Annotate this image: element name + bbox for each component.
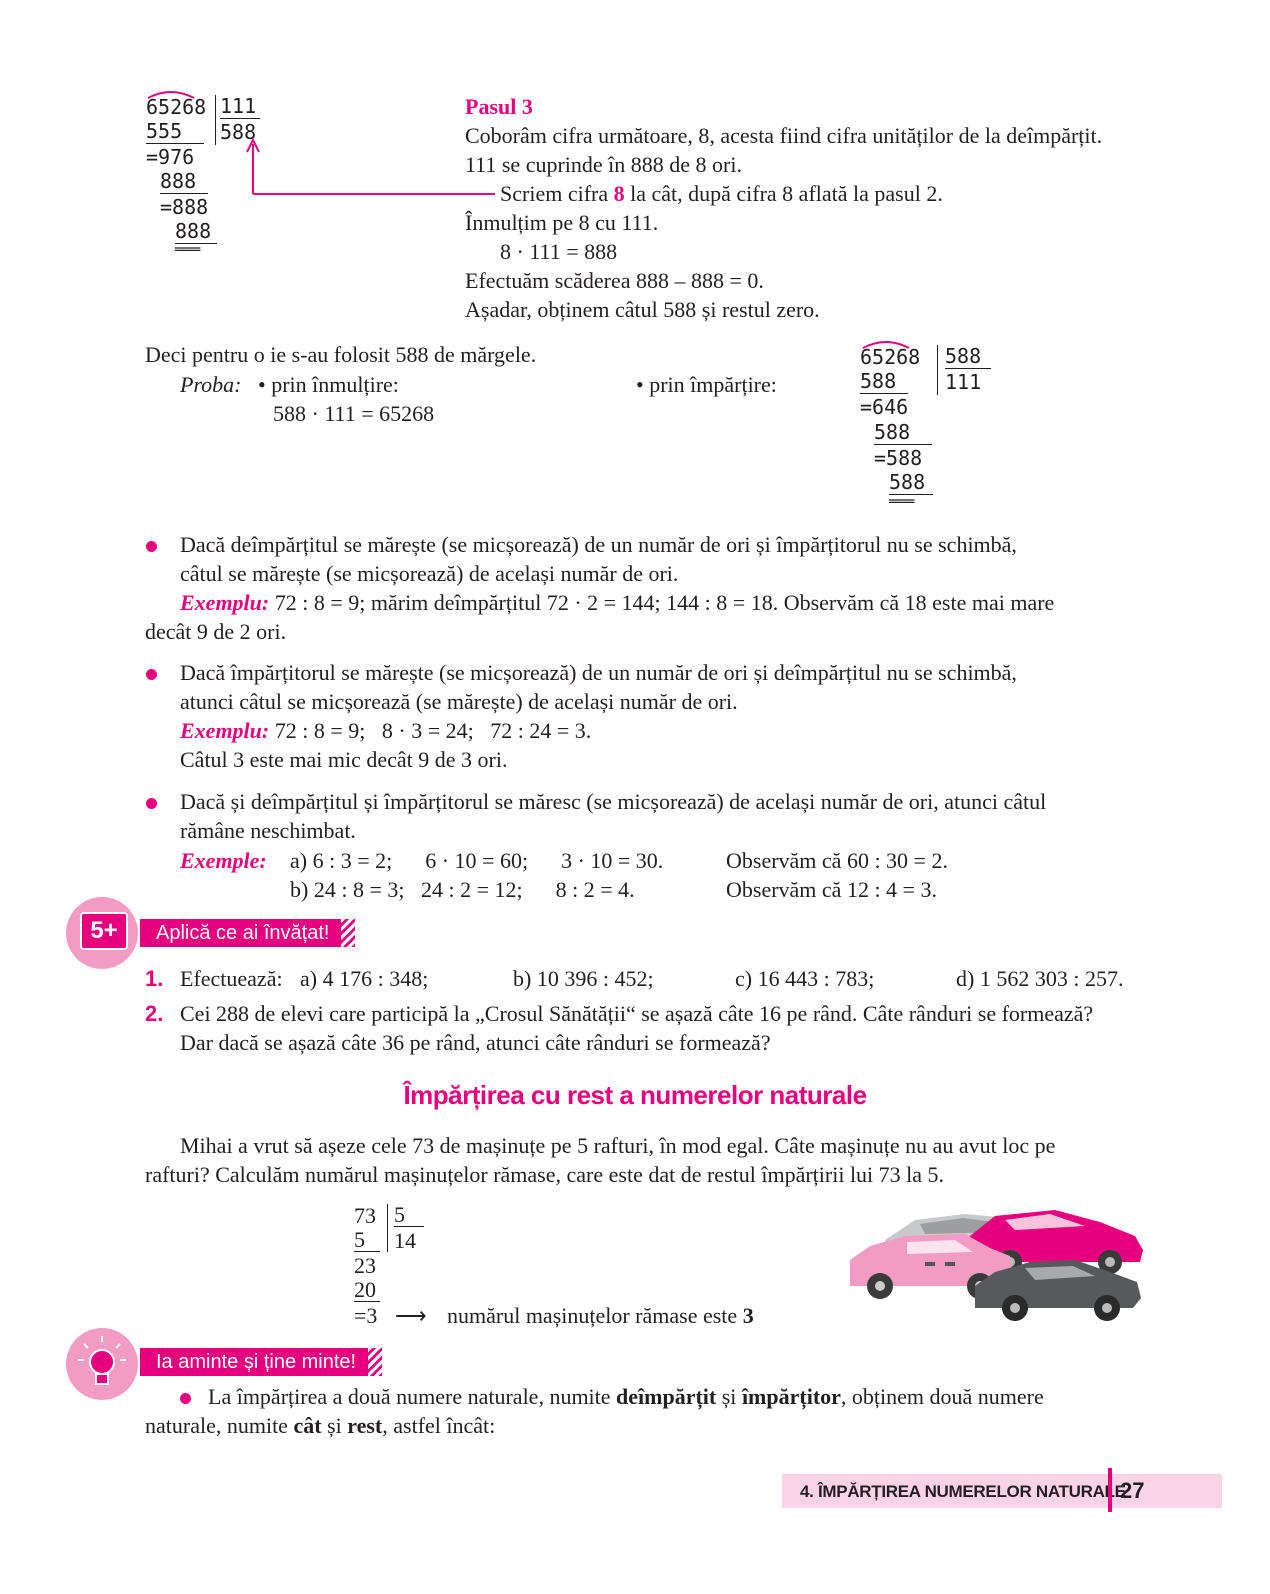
bullet	[146, 798, 157, 809]
proof-div-label: • prin împărțire:	[636, 372, 777, 397]
exercise-1-number: 1.	[145, 966, 164, 991]
subtrahend-2: 20	[354, 1278, 380, 1302]
subtrahend-1: 5	[354, 1228, 380, 1252]
divisor: 111	[220, 95, 260, 119]
subtrahend-3: 588	[889, 471, 933, 495]
intro-text: Mihai a vrut să așeze cele 73 de mașinuțe pe 5 rafturi, în mod egal. Câte mașinuțe nu au avut loc pe	[180, 1133, 1056, 1158]
bullet	[180, 1393, 191, 1404]
rule-example-label: Exemple:	[180, 848, 267, 873]
remainder-1: =646	[860, 395, 909, 419]
apply-banner: Aplică ce ai învățat!	[140, 919, 355, 947]
remember-text: La împărțirea a două numere naturale, numite deîmpărțit și împărțitor, obținem două numere	[208, 1384, 1044, 1409]
rule-text: câtul se mărește (se micșorează) de același număr de ori.	[180, 561, 679, 586]
dividend: 65268	[860, 345, 921, 369]
step-line: Coborâm cifra următoare, 8, acesta fiind cifra unităților de la deîmpărțit.	[465, 123, 1103, 148]
page-number: 27	[1120, 1478, 1145, 1503]
subtrahend-1: 588	[860, 370, 908, 394]
division-bar	[387, 1204, 388, 1252]
subtrahend-2: 588	[874, 421, 932, 445]
rule-example-a-obs: Observăm că 60 : 30 = 2.	[726, 848, 948, 873]
rule-text: Câtul 3 este mai mic decât 9 de 3 ori.	[180, 747, 508, 772]
proof-mult-label: • prin înmulțire:	[258, 372, 399, 397]
remainder-2: =588	[874, 446, 923, 470]
subtrahend-3: 888	[175, 220, 217, 244]
remember-text: naturale, numite cât și rest, astfel încât:	[145, 1413, 496, 1438]
subtrahend-2: 888	[160, 170, 208, 194]
exercise-1-d: d) 1 562 303 : 257.	[956, 966, 1124, 991]
rule-example-b: b) 24 : 8 = 3; 24 : 2 = 12; 8 : 2 = 4.	[290, 877, 635, 902]
exercise-2-text: Dar dacă se așază câte 36 pe rând, atunci câte rânduri se formează?	[180, 1030, 771, 1055]
quotient: 14	[394, 1228, 416, 1253]
step-line: 111 se cuprinde în 888 de 8 ori.	[465, 152, 742, 177]
remainder-1: =976	[146, 145, 195, 169]
end-mark: ═══	[889, 494, 915, 510]
apply-badge-icon: 5+	[80, 912, 128, 950]
proof-label: Proba:	[180, 372, 242, 397]
divisor: 5	[394, 1203, 424, 1227]
remember-banner: Ia aminte și ține minte!	[140, 1348, 382, 1376]
proof-mult-eq: 588 · 111 = 65268	[273, 401, 435, 426]
lightbulb-icon	[78, 1334, 126, 1396]
rule-text: rămâne neschimbat.	[180, 818, 356, 843]
rule-example: Exemplu: 72 : 8 = 9; mărim deîmpărțitul 72 · 2 = 144; 144 : 8 = 18. Observăm că 18 este mai mare	[180, 590, 1055, 615]
section-title: Împărțirea cu rest a numerelor naturale	[403, 1080, 867, 1110]
exercise-1-c: c) 16 443 : 783;	[735, 966, 875, 991]
exercise-2-text: Cei 288 de elevi care participă la „Crosul Sănătății“ se așază câte 16 pe rând. Câte rânduri se formează?	[180, 1001, 1094, 1026]
remainder: =3	[354, 1303, 378, 1328]
divisor: 588	[945, 345, 991, 369]
bullet	[146, 669, 157, 680]
remainder-2: =888	[160, 195, 209, 219]
quotient: 111	[945, 370, 982, 394]
rule-text: atunci câtul se micșorează (se mărește) de același număr de ori.	[180, 689, 738, 714]
step-line: Înmulțim pe 8 cu 111.	[465, 210, 659, 235]
rule-text: Dacă și deîmpărțitul și împărțitorul se măresc (se micșorează) de același număr de ori, atunci câtul	[180, 789, 1047, 814]
remainder-note: numărul mașinuțelor rămase este 3	[447, 1303, 754, 1328]
end-mark: ═══	[175, 242, 201, 258]
division-bar	[937, 345, 938, 395]
quotient: 588	[220, 120, 257, 144]
footer-divider	[1108, 1468, 1112, 1512]
arrow-icon: ⟶	[395, 1303, 427, 1328]
footer-chapter: 4. ÎMPĂRȚIREA NUMERELOR NATURALE	[800, 1482, 1126, 1501]
exercise-1-label: Efectuează:	[180, 966, 283, 991]
step-line: Efectuăm scăderea 888 – 888 = 0.	[465, 268, 764, 293]
conclusion: Deci pentru o ie s-au folosit 588 de mărgele.	[145, 342, 537, 367]
subtrahend-1: 555	[146, 120, 204, 144]
rule-text: Dacă împărțitorul se mărește (se micșorează) de un număr de ori și deîmpărțitul nu se schimbă,	[180, 660, 1017, 685]
exercise-1-a: a) 4 176 : 348;	[300, 966, 429, 991]
step-line: 8 · 111 = 888	[500, 239, 618, 264]
division-bar	[215, 95, 216, 145]
dividend: 73	[354, 1203, 376, 1228]
cars-illustration	[845, 1200, 1150, 1325]
rule-example-a: a) 6 : 3 = 2; 6 · 10 = 60; 3 · 10 = 30.	[290, 848, 664, 873]
step-line: Așadar, obținem câtul 588 și restul zero.	[465, 297, 820, 322]
rule-example: Exemplu: 72 : 8 = 9; 8 · 3 = 24; 72 : 24 = 3.	[180, 718, 592, 743]
step-title: Pasul 3	[465, 94, 533, 119]
rule-text: Dacă deîmpărțitul se mărește (se micșorează) de un număr de ori și împărțitorul nu se schimbă,	[180, 532, 1017, 557]
intro-text: rafturi? Calculăm numărul mașinuțelor rămase, care este dat de restul împărțirii lui 73 la 5.	[145, 1162, 945, 1187]
exercise-1-b: b) 10 396 : 452;	[513, 966, 654, 991]
partial: 23	[354, 1253, 376, 1278]
step-line-write-digit: Scriem cifra 8 la cât, după cifra 8 aflată la pasul 2.	[500, 181, 943, 206]
rule-text: decât 9 de 2 ori.	[145, 619, 287, 644]
bullet	[146, 541, 157, 552]
exercise-2-number: 2.	[145, 1001, 164, 1026]
rule-example-b-obs: Observăm că 12 : 4 = 3.	[726, 877, 937, 902]
dividend: 65268	[146, 95, 207, 119]
